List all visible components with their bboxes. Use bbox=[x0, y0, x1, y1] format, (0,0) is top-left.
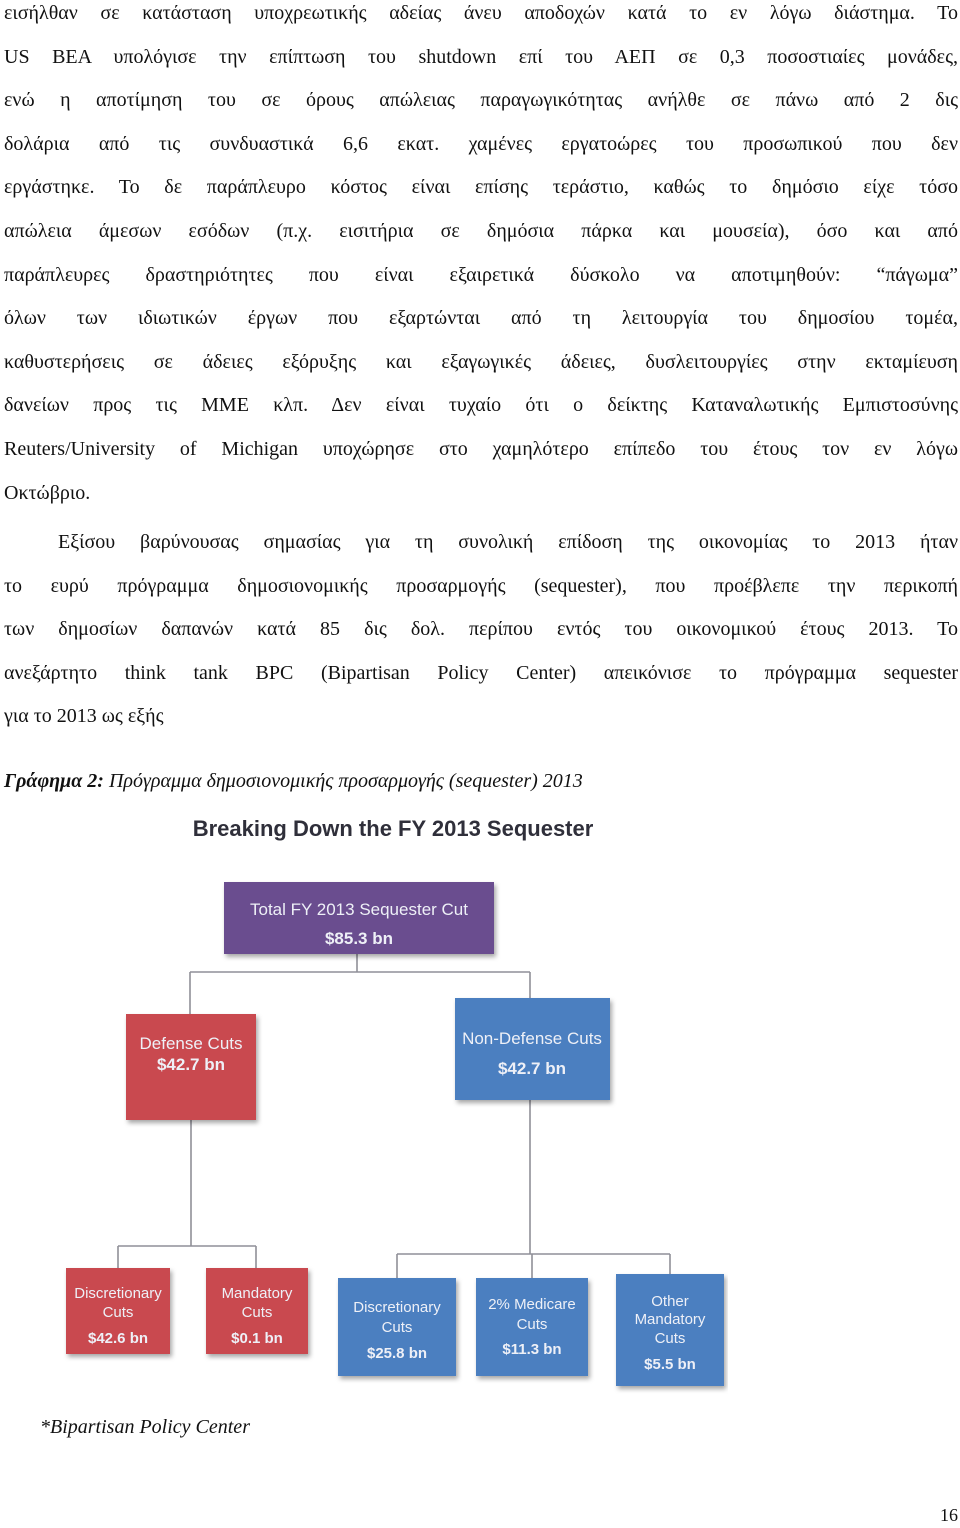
leaf-label: Discretionary bbox=[74, 1285, 162, 1302]
text-line: για το 2013 ως εξής bbox=[4, 705, 164, 728]
text-line: απώλεια άμεσων εσόδων (π.χ. εισιτήρια σε δημόσια πάρκα και μουσεία), όσο και από bbox=[4, 219, 958, 242]
leaf-label: Cuts bbox=[516, 1316, 548, 1333]
text-line: δολάρια από τις συνδυαστικά 6,6 εκατ. χαμένες εργατοώρες του προσωπικού που δεν bbox=[4, 132, 958, 155]
non-defense-cuts-value: $42.7 bn bbox=[497, 1059, 567, 1078]
source-note: *Bipartisan Policy Center bbox=[40, 1416, 250, 1438]
text-line: US BEA υπολόγισε την επίπτωση του shutdown επί του ΑΕΠ σε 0,3 ποσοστιαίες μονάδες, bbox=[4, 45, 958, 68]
defense-discretionary-box bbox=[66, 1268, 170, 1354]
leaf-label: Mandatory bbox=[221, 1285, 293, 1302]
text-line: ενώ η αποτίμηση του σε όρους απώλειας παραγωγικότητας ανήλθε σε πάνω από 2 δις bbox=[4, 89, 958, 112]
leaf-value: $11.3 bn bbox=[502, 1341, 562, 1358]
leaf-label: Cuts bbox=[381, 1319, 413, 1336]
leaf-label: Cuts bbox=[654, 1330, 686, 1347]
leaf-value: $0.1 bn bbox=[231, 1330, 283, 1347]
leaf-label: Cuts bbox=[102, 1304, 134, 1321]
text-line: Εξίσου βαρύνουσας σημασίας για τη συνολική επίδοση της οικονομίας το 2013 ήταν bbox=[58, 531, 958, 553]
leaf-value: $25.8 bn bbox=[366, 1345, 428, 1362]
sequester-diagram bbox=[60, 806, 728, 1400]
total-cut-box bbox=[224, 882, 494, 954]
defense-mandatory-box bbox=[206, 1268, 308, 1354]
diagram-title: Breaking Down the FY 2013 Sequester bbox=[192, 816, 594, 841]
text-line: ανεξάρτητο think tank BPC (Bipartisan Policy Center) απεικόνισε το πρόγραμμα sequester bbox=[4, 661, 958, 684]
total-cut-value: $85.3 bn bbox=[324, 929, 394, 948]
medicare-cuts-box bbox=[476, 1278, 588, 1376]
text-line: δανείων προς τις ΜΜΕ κλπ. Δεν είναι τυχαίο ότι ο δείκτης Καταναλωτικής Εμπιστοσύνης bbox=[4, 394, 958, 417]
figure-caption bbox=[4, 770, 583, 793]
text-line: εργάστηκε. Το δε παράπλευρο κόστος είναι επίσης τεράστιο, καθώς το δημόσιο είχε τόσο bbox=[4, 176, 958, 199]
defense-cuts-value: $42.7 bn bbox=[156, 1055, 226, 1074]
text-line: καθυστερήσεις σε άδειες εξόρυξης και εξαγωγικές άδειες, δυσλειτουργίες στην εκταμίευση bbox=[4, 350, 958, 373]
leaf-label: 2% Medicare bbox=[488, 1296, 576, 1313]
caption-label: Γράφημα 2: bbox=[4, 770, 104, 792]
page-number: 16 bbox=[940, 1505, 958, 1525]
text-line: των δημοσίων δαπανών κατά 85 δις δολ. περίπου εντός του οικονομικού έτους 2013. Το bbox=[4, 618, 958, 641]
other-mandatory-box bbox=[616, 1274, 724, 1386]
leaf-value: $5.5 bn bbox=[644, 1356, 696, 1373]
caption-text: Πρόγραμμα δημοσιονομικής προσαρμογής (sequester) 2013 bbox=[103, 770, 583, 792]
leaf-label: Discretionary bbox=[353, 1299, 441, 1316]
total-cut-label: Total FY 2013 Sequester Cut bbox=[250, 900, 468, 919]
text-line: Reuters/University of Michigan υποχώρησε στο χαμηλότερο επίπεδο του έτους τον εν λόγω bbox=[4, 437, 958, 460]
leaf-label: Other bbox=[651, 1293, 689, 1310]
body-paragraph-2 bbox=[4, 521, 958, 739]
text-line: όλων των ιδιωτικών έργων που εξαρτώνται από τη λειτουργία του δημοσίου τομέα, bbox=[4, 307, 958, 330]
text-line: παράπλευρες δραστηριότητες που είναι εξαιρετικά δύσκολο να αποτιμηθούν: “πάγωμα” bbox=[4, 263, 958, 286]
non-defense-cuts-label: Non-Defense Cuts bbox=[462, 1029, 602, 1048]
text-line: εισήλθαν σε κατάσταση υποχρεωτικής αδείας άνευ αποδοχών κατά το εν λόγω διάστημα. Το bbox=[4, 2, 958, 24]
non-defense-discretionary-box bbox=[338, 1278, 456, 1376]
non-defense-cuts-box bbox=[455, 998, 610, 1100]
leaf-label: Cuts bbox=[241, 1304, 273, 1321]
text-line: το ευρύ πρόγραμμα δημοσιονομικής προσαρμογής (sequester), που προέβλεπε την περικοπή bbox=[4, 574, 958, 597]
defense-cuts-label: Defense Cuts bbox=[139, 1034, 243, 1053]
defense-cuts-box bbox=[126, 1014, 256, 1120]
leaf-value: $42.6 bn bbox=[87, 1330, 149, 1347]
leaf-label: Mandatory bbox=[634, 1311, 706, 1328]
body-paragraph-1 bbox=[4, 0, 958, 515]
text-line: Οκτώβριο. bbox=[4, 481, 91, 504]
